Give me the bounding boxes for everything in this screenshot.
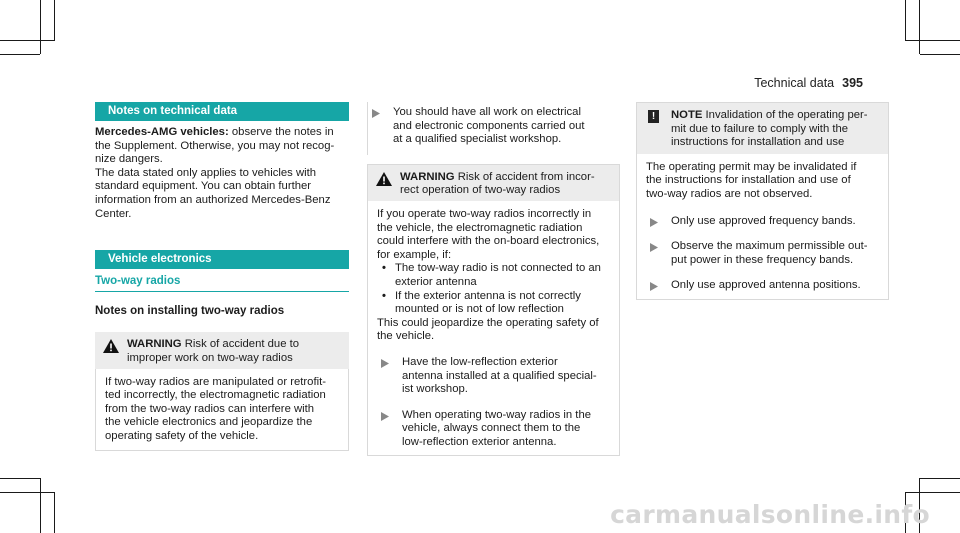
crop-mark xyxy=(40,478,41,533)
instruction-step xyxy=(646,215,880,229)
amg-line: nize dangers. xyxy=(95,153,163,166)
warning-box xyxy=(95,332,349,450)
crop-mark xyxy=(0,478,40,479)
warning-body-line: the vehicle, the electromagnetic radiation xyxy=(377,221,583,234)
warning-body xyxy=(95,369,349,451)
note-body xyxy=(637,154,888,299)
step-arrow-icon xyxy=(372,109,380,118)
crop-mark xyxy=(0,40,55,41)
data-paragraph xyxy=(95,167,349,221)
subsection-heading: Two-way radios xyxy=(95,273,349,292)
watermark: carmanualsonline.info xyxy=(610,500,930,529)
crop-mark xyxy=(905,492,960,493)
warning-line: Risk of accident from incor- xyxy=(454,170,595,183)
note-header xyxy=(637,103,888,154)
bullet-dot: • xyxy=(382,262,386,275)
note-body-line: two-way radios are not observed. xyxy=(646,187,813,200)
warning-body-line: could interfere with the on-board electronics, xyxy=(377,235,600,248)
bullet-line: mounted or is not of low reflection xyxy=(395,303,564,316)
crop-mark xyxy=(0,492,55,493)
crop-mark xyxy=(920,478,960,479)
warning-header-text xyxy=(119,338,341,365)
step-line: You should have all work on electrical xyxy=(393,106,581,118)
bullet-text xyxy=(391,262,611,289)
amg-label: Mercedes-AMG vehicles: xyxy=(95,126,229,138)
warning-body xyxy=(368,201,619,456)
section-band-technical-data: Notes on technical data xyxy=(95,102,349,121)
crop-mark xyxy=(40,0,41,54)
data-line: Center. xyxy=(95,207,132,220)
note-line: Invalidation of the operating per- xyxy=(702,109,868,121)
step-line: low-reflection exterior antenna. xyxy=(402,435,557,448)
warning-line: Risk of accident due to xyxy=(181,338,300,351)
crop-mark xyxy=(54,0,55,40)
warning-label: WARNING xyxy=(127,338,182,351)
instruction-step xyxy=(377,409,611,450)
note-label: NOTE xyxy=(671,109,703,121)
warning-body-line: This could jeopardize the operating safety of xyxy=(377,316,599,329)
step-text xyxy=(389,356,611,397)
crop-mark xyxy=(54,492,55,533)
warning-header-text xyxy=(392,171,611,198)
warning-body-line: for example, if: xyxy=(377,248,452,261)
note-line: instructions for installation and use xyxy=(671,136,845,149)
instruction-step xyxy=(646,240,880,267)
column-1 xyxy=(95,102,349,451)
continued-warning-box xyxy=(367,102,620,155)
step-arrow-icon xyxy=(650,282,658,291)
step-line: at a qualified specialist workshop. xyxy=(393,133,562,146)
crop-mark xyxy=(919,0,920,54)
warning-header xyxy=(95,332,349,368)
bullet-item xyxy=(377,290,611,317)
crop-mark xyxy=(905,0,906,40)
crop-mark xyxy=(0,54,40,55)
step-text: Only use approved antenna positions. xyxy=(671,279,861,292)
step-line: vehicle, always connect them to the xyxy=(402,422,581,435)
step-arrow-icon xyxy=(650,243,658,252)
warning-body-line: operating safety of the vehicle. xyxy=(105,429,259,442)
warning-triangle-icon xyxy=(376,172,392,186)
note-body-line: The operating permit may be invalidated if xyxy=(646,160,857,173)
step-line: When operating two-way radios in the xyxy=(402,408,592,421)
step-arrow-icon xyxy=(650,218,658,227)
data-line: information from an authorized Mercedes-Benz xyxy=(95,193,331,206)
instruction-step xyxy=(368,106,620,147)
data-line: standard equipment. You can obtain further xyxy=(95,180,312,193)
amg-paragraph xyxy=(95,126,349,167)
warning-label: WARNING xyxy=(400,170,455,183)
step-text xyxy=(380,106,620,147)
data-line: The data stated only applies to vehicles with xyxy=(95,166,317,179)
warning-body-line: the vehicle. xyxy=(377,330,435,343)
warning-line: improper work on two-way radios xyxy=(127,351,293,364)
running-header xyxy=(754,76,863,90)
step-arrow-icon xyxy=(381,412,389,421)
warning-body-line: If two-way radios are manipulated or retrofit- xyxy=(105,375,327,388)
step-line: put power in these frequency bands. xyxy=(671,253,854,266)
column-3 xyxy=(636,102,889,300)
warning-header xyxy=(368,165,619,201)
crop-mark xyxy=(905,40,960,41)
bullet-item xyxy=(377,262,611,289)
warning-body-line: from the two-way radios can interfere with xyxy=(105,402,315,415)
warning-line: rect operation of two-way radios xyxy=(400,184,561,197)
note-box xyxy=(636,102,889,300)
amg-line: the Supplement. Otherwise, you may not recog- xyxy=(95,139,335,152)
step-text: Only use approved frequency bands. xyxy=(671,214,856,227)
step-line: and electronic components carried out xyxy=(393,119,585,132)
topic-heading: Notes on installing two-way radios xyxy=(95,304,285,317)
warning-box xyxy=(367,164,620,457)
instruction-step xyxy=(377,356,611,397)
note-exclamation-icon: ! xyxy=(648,110,659,123)
step-line: Observe the maximum permissible out- xyxy=(671,240,868,253)
note-body-line: the instructions for installation and use of xyxy=(646,174,851,187)
note-header-text xyxy=(659,109,880,150)
warning-triangle-icon xyxy=(103,339,119,353)
bullet-line: If the exterior antenna is not correctly xyxy=(395,289,581,302)
step-line: antenna installed at a qualified special- xyxy=(402,369,597,382)
step-arrow-icon xyxy=(381,359,389,368)
warning-body-line: the vehicle electronics and jeopardize the xyxy=(105,416,313,429)
bullet-line: The tow-way radio is not connected to an xyxy=(395,262,601,275)
step-line: ist workshop. xyxy=(402,383,468,396)
column-2 xyxy=(367,102,620,456)
warning-body-line: If you operate two-way radios incorrectly in xyxy=(377,207,592,220)
bullet-dot: • xyxy=(382,289,386,302)
bullet-text xyxy=(391,290,611,317)
amg-line: observe the notes in xyxy=(228,126,334,138)
instruction-step xyxy=(646,279,880,293)
warning-body-line: ted incorrectly, the electromagnetic radiation xyxy=(105,389,326,402)
step-text xyxy=(389,409,611,450)
note-line: mit due to failure to comply with the xyxy=(671,122,849,135)
step-line: Have the low-reflection exterior xyxy=(402,355,558,368)
page-number: 395 xyxy=(842,76,863,90)
bullet-line: exterior antenna xyxy=(395,275,477,288)
crop-mark xyxy=(920,54,960,55)
section-band-vehicle-electronics: Vehicle electronics xyxy=(95,250,349,269)
step-text xyxy=(658,240,880,267)
section-title: Technical data xyxy=(754,76,835,90)
